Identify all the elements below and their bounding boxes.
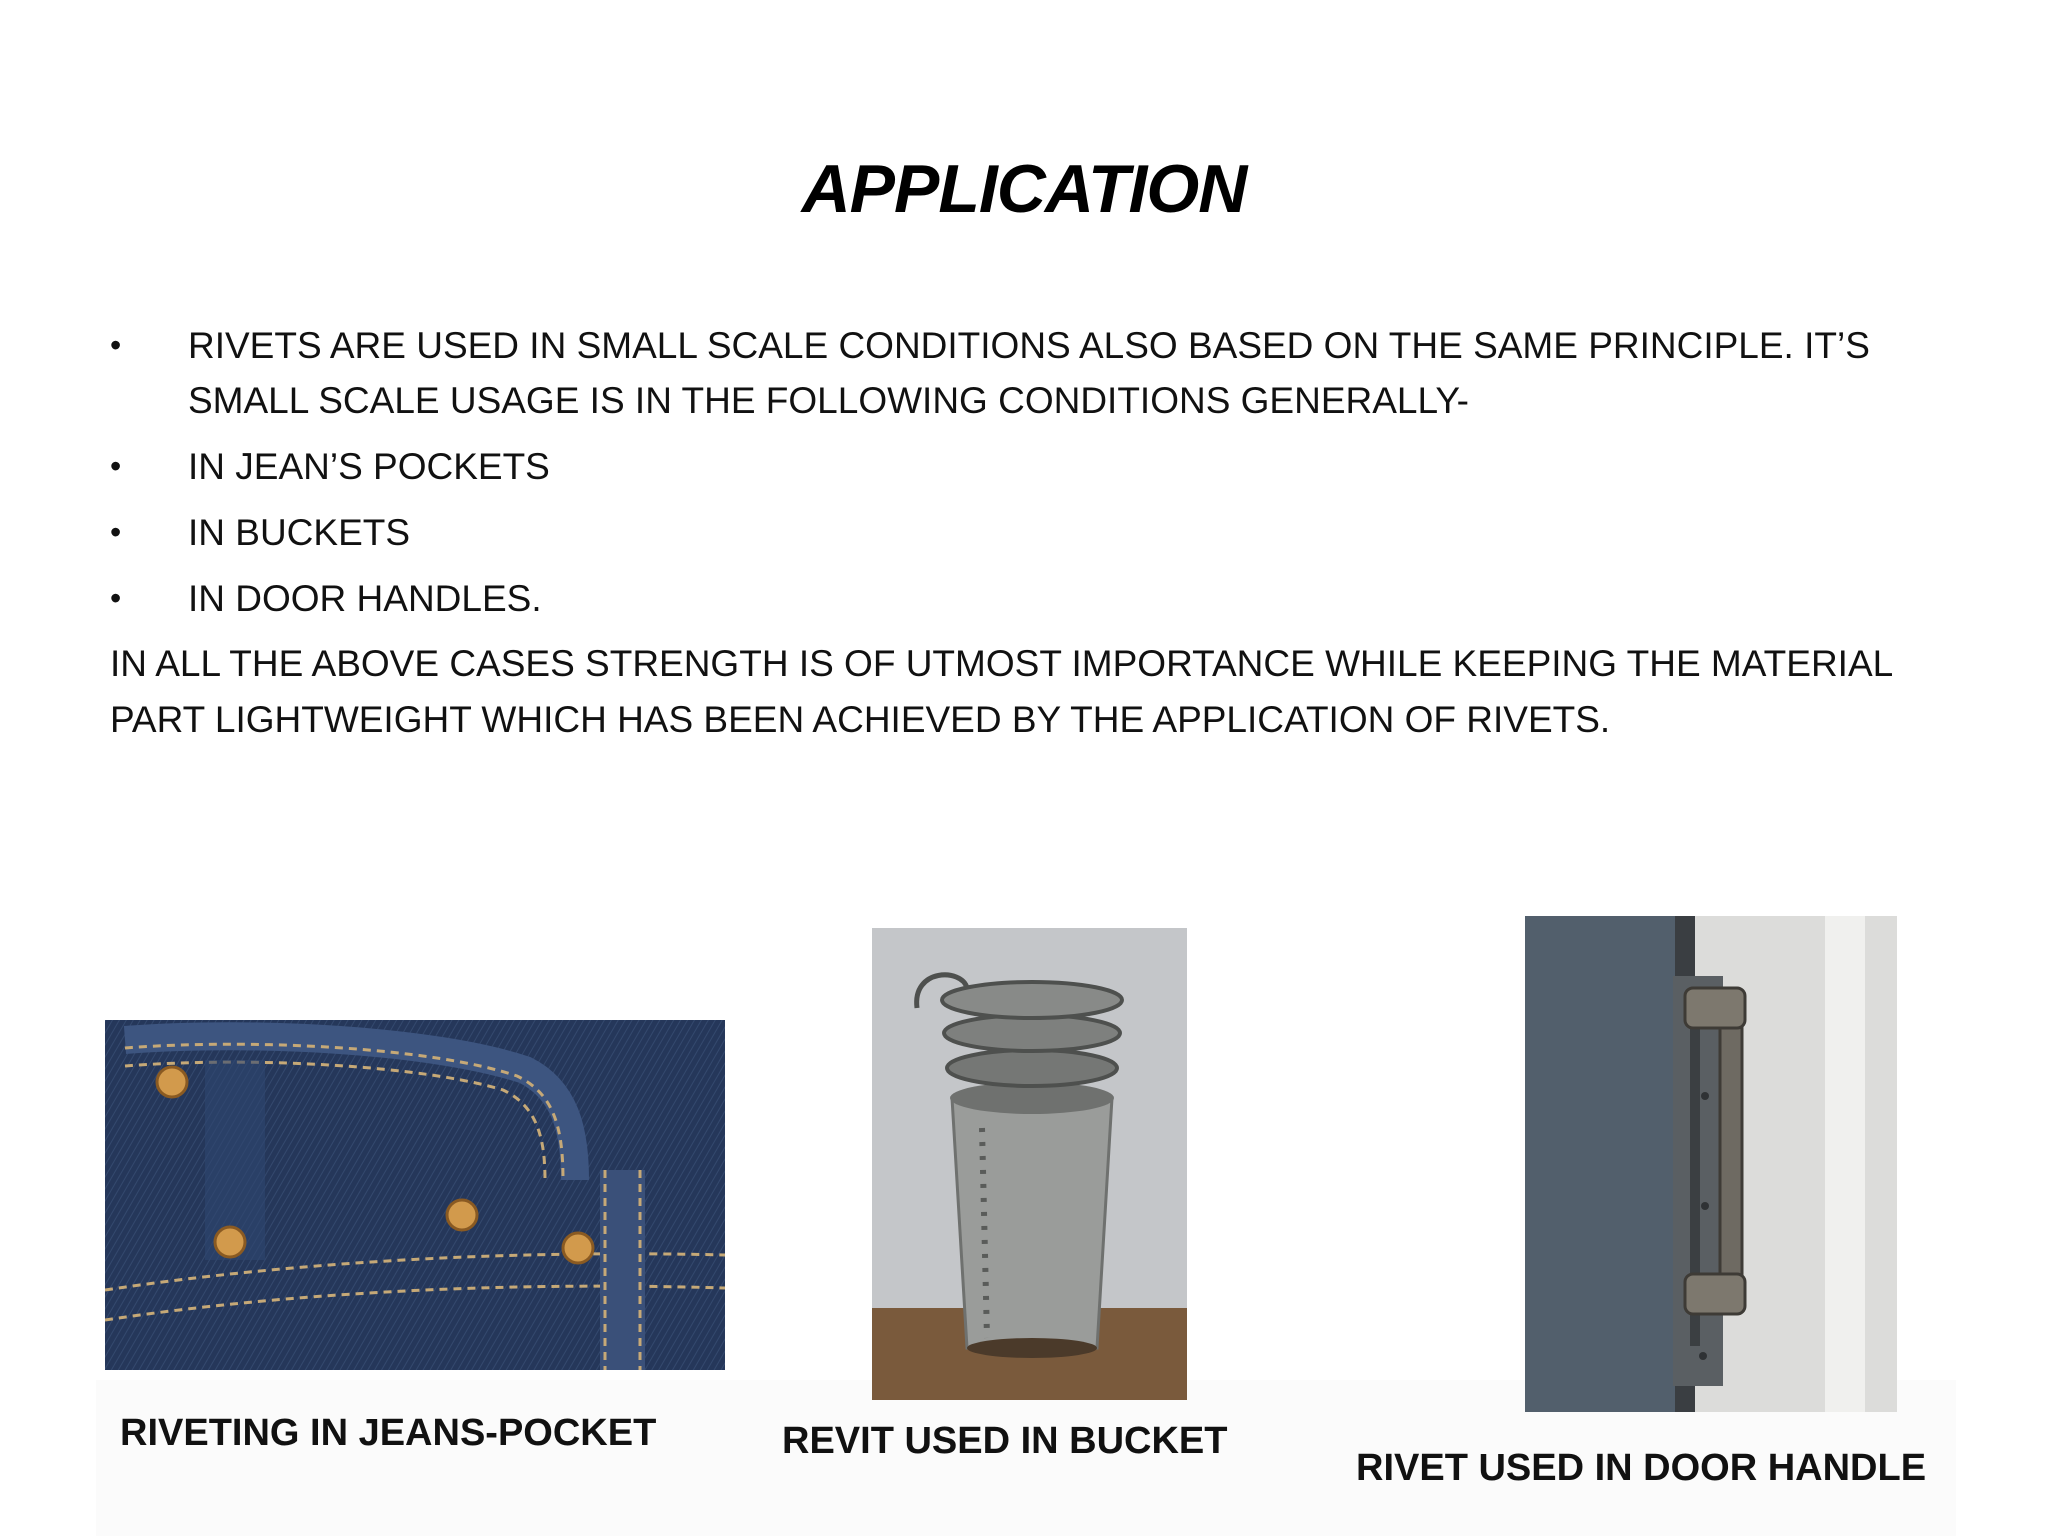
bullet-item <box>110 439 1970 494</box>
bucket-photo <box>872 928 1187 1400</box>
bullet-item <box>110 318 1970 428</box>
bullet-text: IN JEAN’S POCKETS <box>188 446 550 487</box>
bullet-text: RIVETS ARE USED IN SMALL SCALE CONDITIONS ALSO BASED ON THE SAME PRINCIPLE. IT’S SMALL SCALE USAGE IS IN THE FOLLOWING CONDITIONS GENERALLY- <box>188 325 1870 421</box>
caption-bucket: REVIT USED IN BUCKET <box>782 1420 1228 1462</box>
bullet-symbol: • <box>110 448 122 484</box>
caption-door-handle: RIVET USED IN DOOR HANDLE <box>1356 1447 1927 1489</box>
bullet-text: IN DOOR HANDLES. <box>188 578 542 619</box>
bullet-item <box>110 505 1970 560</box>
bullet-text: IN BUCKETS <box>188 512 411 553</box>
jeans-pocket-photo <box>105 1020 725 1370</box>
door-handle-photo <box>1525 916 1897 1412</box>
caption-jeans-pocket: RIVETING IN JEANS-POCKET <box>120 1412 657 1454</box>
summary-paragraph: IN ALL THE ABOVE CASES STRENGTH IS OF UTMOST IMPORTANCE WHILE KEEPING THE MATERIAL PART LIGHTWEIGHT WHICH HAS BEEN ACHIEVED BY THE APPLICATION OF RIVETS. <box>110 643 1892 740</box>
bullet-symbol: • <box>110 580 122 616</box>
slide-title: APPLICATION <box>801 151 1247 227</box>
bullet-symbol: • <box>110 514 122 550</box>
bullet-symbol: • <box>110 327 122 363</box>
bullet-item <box>110 571 1970 626</box>
bullet-list <box>110 318 1970 637</box>
